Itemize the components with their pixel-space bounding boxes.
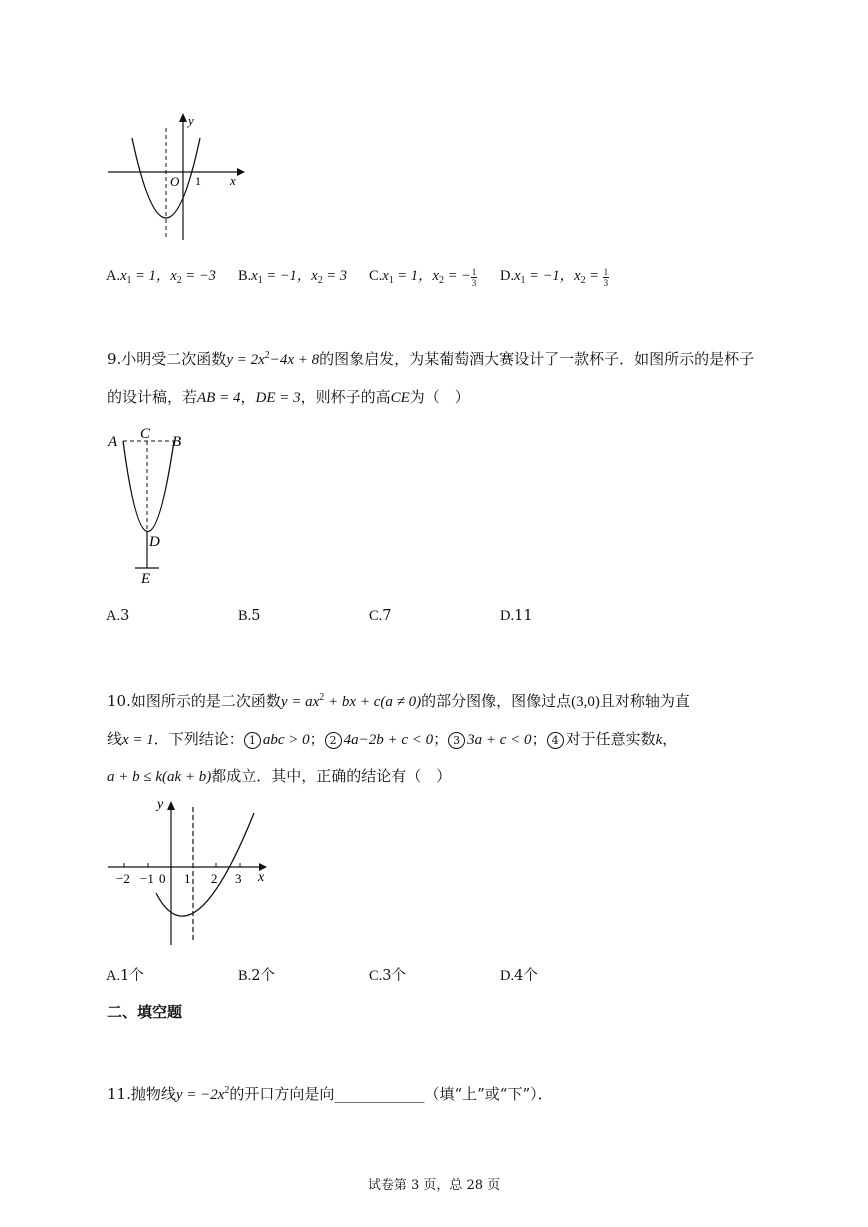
q10-line-1: 10.如图所示的是二次函数$y = ax^2$ + bx + c(a ≠ 0)的部分图像，图像过点(3,0)且对称轴为直 [107, 692, 690, 710]
q11-answer-blank[interactable]: ____________ [334, 1085, 425, 1103]
q10-line-3: a + b ≤ k(ak + b)都成立．其中，正确的结论有（ ） [107, 767, 452, 785]
q8-option-d[interactable]: $D.x_1 = -1$，$x_2$ = $\frac{1}{3}$ [500, 267, 609, 288]
q8-y-label: y [188, 113, 194, 128]
q10-parabola-graph [104, 795, 274, 950]
q9-label-e: E [141, 571, 151, 587]
q9-function: $y = 2x^2-4x + 8$ [226, 350, 320, 368]
q10-function: $y = ax^2$ + bx + c(a ≠ 0) [280, 692, 422, 710]
q8-option-a-math: $x_1 = 1$，$x_2 = -3$ [120, 268, 216, 286]
q10-option-a[interactable]: A.1个 [106, 968, 144, 984]
section-heading-fill-in: 二、填空题 [107, 1003, 183, 1021]
q9-line-1: 9.小明受二次函数$y = 2x^2-4x + 8$的图象启发，为某葡萄酒大赛设计了一款杯子．如图所示的是杯子 [107, 350, 755, 368]
q10-option-b[interactable]: B.2个 [238, 968, 276, 984]
q9-label-d: D [149, 534, 160, 550]
q11-function: $y = -2x^2$ [175, 1085, 230, 1103]
q10-option-c[interactable]: C.3个 [369, 968, 407, 984]
q9-label-a: A [108, 434, 118, 450]
q11-line: 11.抛物线$y = -2x^2$的开口方向是向____________（填“上”或“下”）． [107, 1085, 553, 1103]
q9-label-b: B [172, 434, 182, 450]
q9-option-d[interactable]: D.11 [500, 608, 533, 624]
q8-origin-label: O [170, 174, 180, 189]
q8-option-a[interactable]: $A.x_1 = 1$，$x_2 = -3$ [106, 268, 216, 286]
q10-option-d[interactable]: D.4个 [500, 968, 538, 984]
q8-tick-label: 1 [195, 174, 201, 188]
q9-option-a[interactable]: A.3 [106, 608, 130, 624]
q9-label-c: C [140, 426, 151, 442]
q9-option-b[interactable]: B.5 [238, 608, 261, 624]
q9-cup-figure [104, 422, 194, 592]
q10-tick-label: −2 [116, 871, 130, 886]
q10-tick-label: −1 [140, 871, 154, 886]
q9-line-2: 的设计稿，若AB = 4，DE = 3，则杯子的高CE为（ ） [107, 388, 470, 406]
q10-tick-label: 3 [235, 871, 242, 886]
q10-tick-label: 1 [184, 871, 191, 886]
q10-line-2: 线x = 1．下列结论： 1 abc > 0； 2 4a−2b + c < 0； 3 3a + c < 0； 4 对于任意实数k， [107, 730, 678, 748]
q8-parabola-graph [100, 108, 250, 248]
q8-option-b[interactable]: $B.x_1 = -1$，$x_2 = 3$ [238, 268, 348, 286]
q10-tick-label: 0 [159, 871, 166, 886]
q10-tick-label: 2 [211, 871, 218, 886]
q10-y-label: y [157, 797, 164, 812]
q10-x-label: x [258, 870, 265, 885]
q8-x-label: x [230, 173, 236, 188]
page-footer: 试卷第 3 页，总 28 页 [367, 1178, 501, 1193]
q8-option-c[interactable]: $C.x_1 = 1$，$x_2$ = − $\frac{1}{3}$ [369, 267, 477, 288]
q9-option-c[interactable]: C.7 [369, 608, 392, 624]
